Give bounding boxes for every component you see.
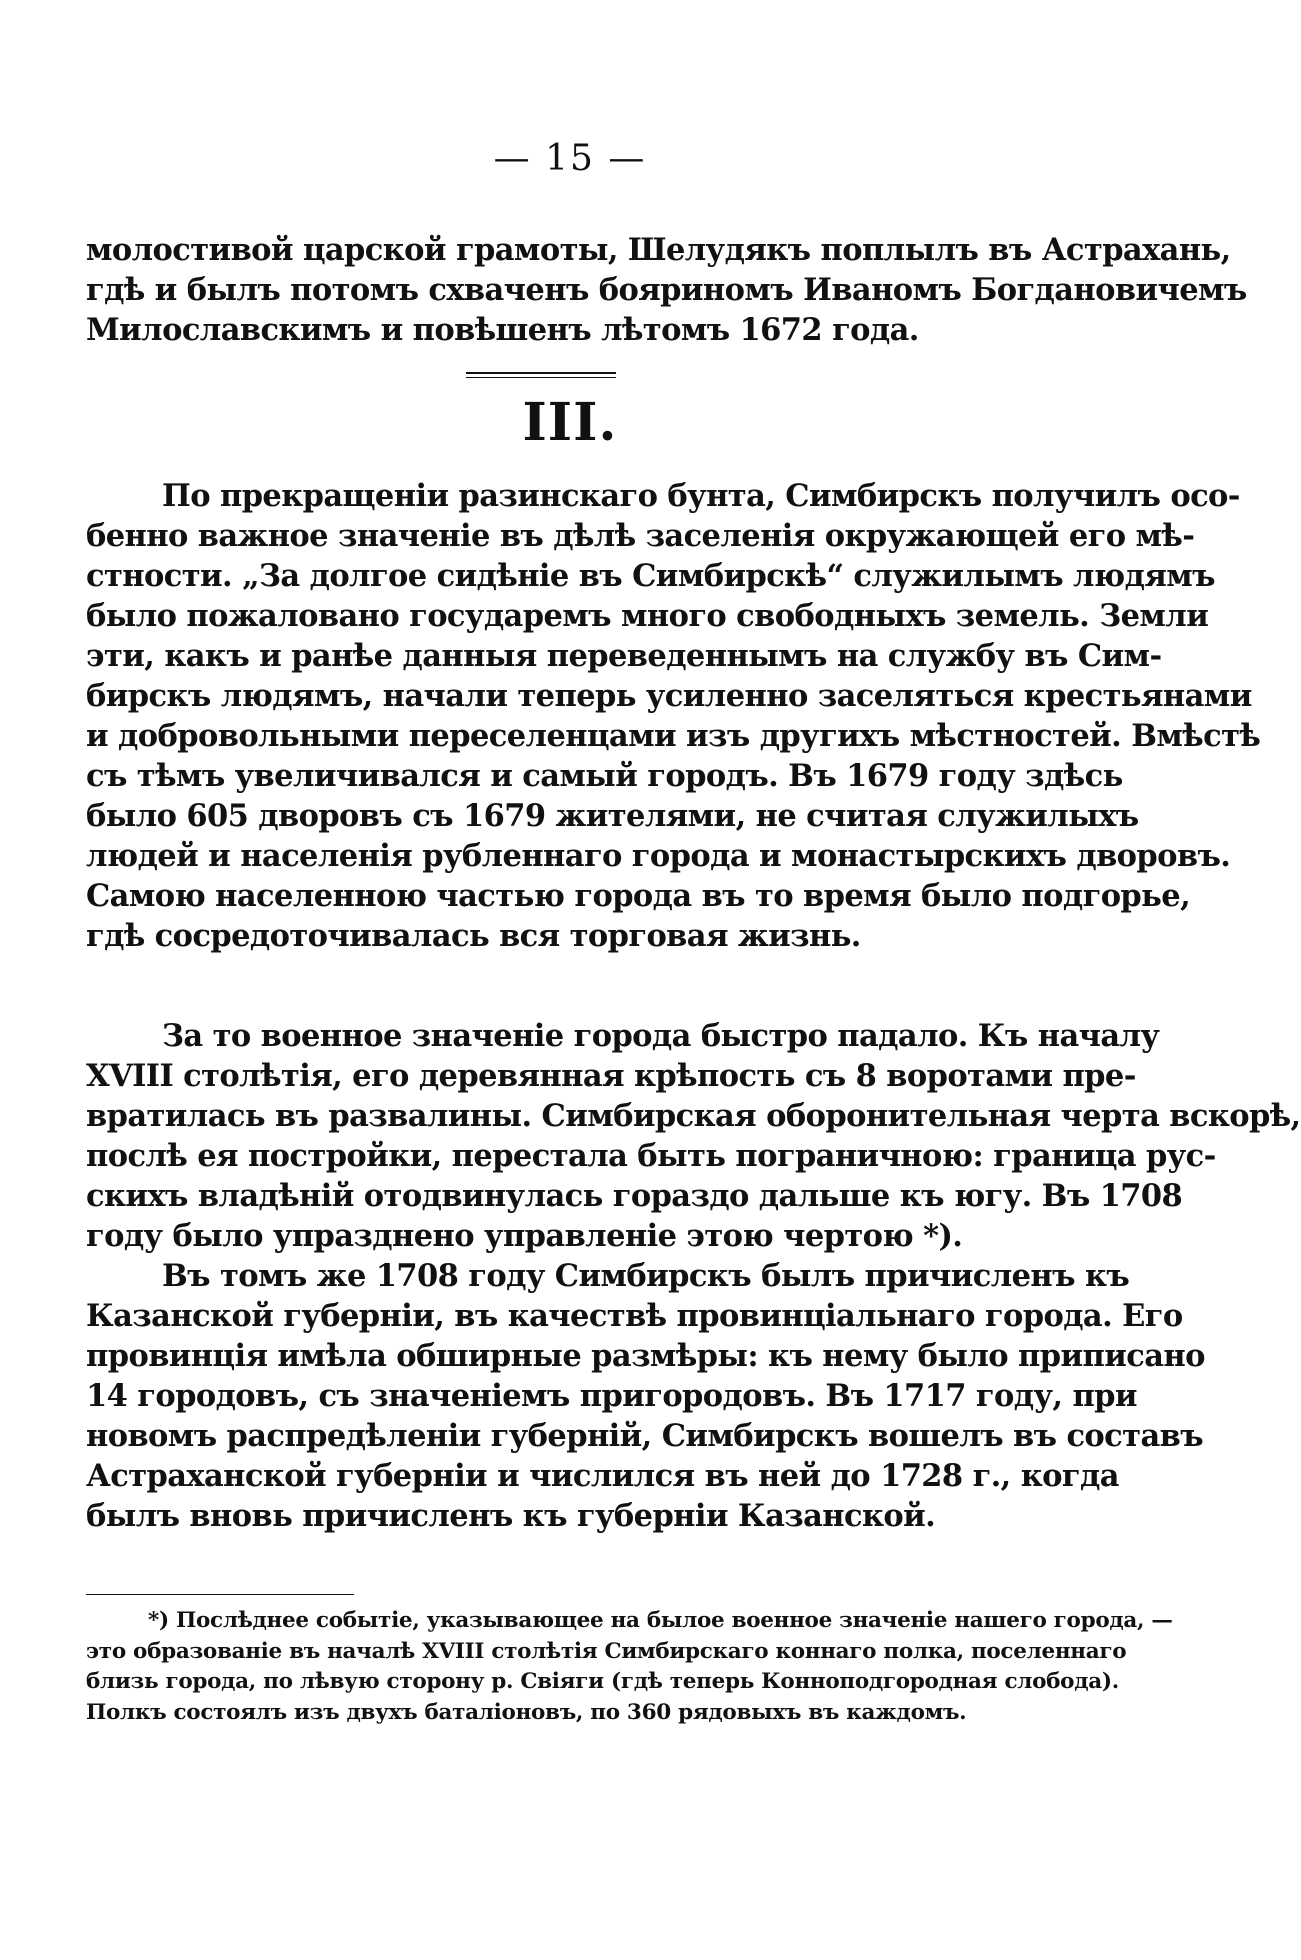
text-line: и добровольными переселенцами изъ другихъ мѣстностей. Вмѣстѣ (86, 718, 1261, 754)
footnote (86, 1606, 1173, 1728)
opening-lines (86, 230, 1247, 350)
text-line: XVIII столѣтія, его деревянная крѣпость съ 8 воротами пре- (86, 1058, 1136, 1094)
text-line: Въ томъ же 1708 году Симбирскъ былъ причисленъ къ (162, 1258, 1130, 1294)
footnote-line: близь города, по лѣвую сторону р. Свіяги (гдѣ теперь Конноподгородная слобода). (86, 1669, 1119, 1694)
text-line: эти, какъ и ранѣе данныя переведеннымъ на службу въ Сим- (86, 638, 1162, 674)
text-line: людей и населенія рубленнаго города и монастырскихъ дворовъ. (86, 838, 1231, 874)
text-line: провинція имѣла обширные размѣры: къ нему было приписано (86, 1338, 1205, 1374)
paragraph-3 (86, 1256, 1205, 1536)
section-heading: III. (522, 392, 618, 453)
paragraph-1 (86, 476, 1261, 956)
section-divider (466, 372, 616, 378)
text-line: вратилась въ развалины. Симбирская оборонительная черта вскорѣ, (86, 1098, 1301, 1134)
text-line: 14 городовъ, съ значеніемъ пригородовъ. Въ 1717 году, при (86, 1378, 1137, 1414)
text-line: бирскъ людямъ, начали теперь усиленно заселяться крестьянами (86, 678, 1252, 714)
text-line: По прекращеніи разинскаго бунта, Симбирскъ получилъ осо- (162, 478, 1240, 514)
footnote-line: *) Послѣднее событіе, указывающее на былое военное значеніе нашего города, — (148, 1608, 1173, 1633)
text-line: было пожаловано государемъ много свободныхъ земель. Земли (86, 598, 1209, 634)
text-line: послѣ ея постройки, перестала быть пограничною: граница рус- (86, 1138, 1216, 1174)
text-line: стности. „За долгое сидѣніе въ Симбирскѣ“ служилымъ людямъ (86, 558, 1215, 594)
footnote-line: Полкъ состоялъ изъ двухъ баталіоновъ, по 360 рядовыхъ въ каждомъ. (86, 1699, 967, 1725)
text-line: былъ вновь причисленъ къ губерніи Казанской. (86, 1498, 936, 1534)
text-line: Милославскимъ и повѣшенъ лѣтомъ 1672 года. (86, 312, 919, 348)
text-line: гдѣ и былъ потомъ схваченъ бояриномъ Иваномъ Богдановичемъ (86, 272, 1247, 308)
text-line: скихъ владѣній отодвинулась гораздо дальше къ югу. Въ 1708 (86, 1178, 1183, 1214)
text-line: году было упразднено управленіе этою чертою *). (86, 1218, 963, 1254)
footnote-divider (86, 1594, 354, 1595)
paragraph-2 (86, 1016, 1301, 1256)
text-line: молостивой царской грамоты, Шелудякъ поплылъ въ Астрахань, (86, 232, 1231, 268)
text-line: съ тѣмъ увеличивался и самый городъ. Въ 1679 году здѣсь (86, 758, 1123, 794)
text-line: За то военное значеніе города быстро падало. Къ началу (162, 1018, 1160, 1054)
footnote-line: это образованіе въ началѣ XVIII столѣтія Симбирскаго коннаго полка, поселеннаго (86, 1638, 1127, 1664)
text-line: было 605 дворовъ съ 1679 жителями, не считая служилыхъ (86, 798, 1139, 834)
text-line: бенно важное значеніе въ дѣлѣ заселенія окружающей его мѣ- (86, 518, 1195, 554)
page-number: — 15 — (493, 138, 647, 179)
text-line: гдѣ сосредоточивалась вся торговая жизнь. (86, 918, 861, 954)
text-line: новомъ распредѣленіи губерній, Симбирскъ вошелъ въ составъ (86, 1418, 1203, 1454)
text-line: Казанской губерніи, въ качествѣ провинціальнаго города. Его (86, 1298, 1183, 1334)
text-line: Самою населенною частью города въ то время было подгорье, (86, 878, 1191, 914)
text-line: Астраханской губерніи и числился въ ней до 1728 г., когда (86, 1458, 1119, 1494)
